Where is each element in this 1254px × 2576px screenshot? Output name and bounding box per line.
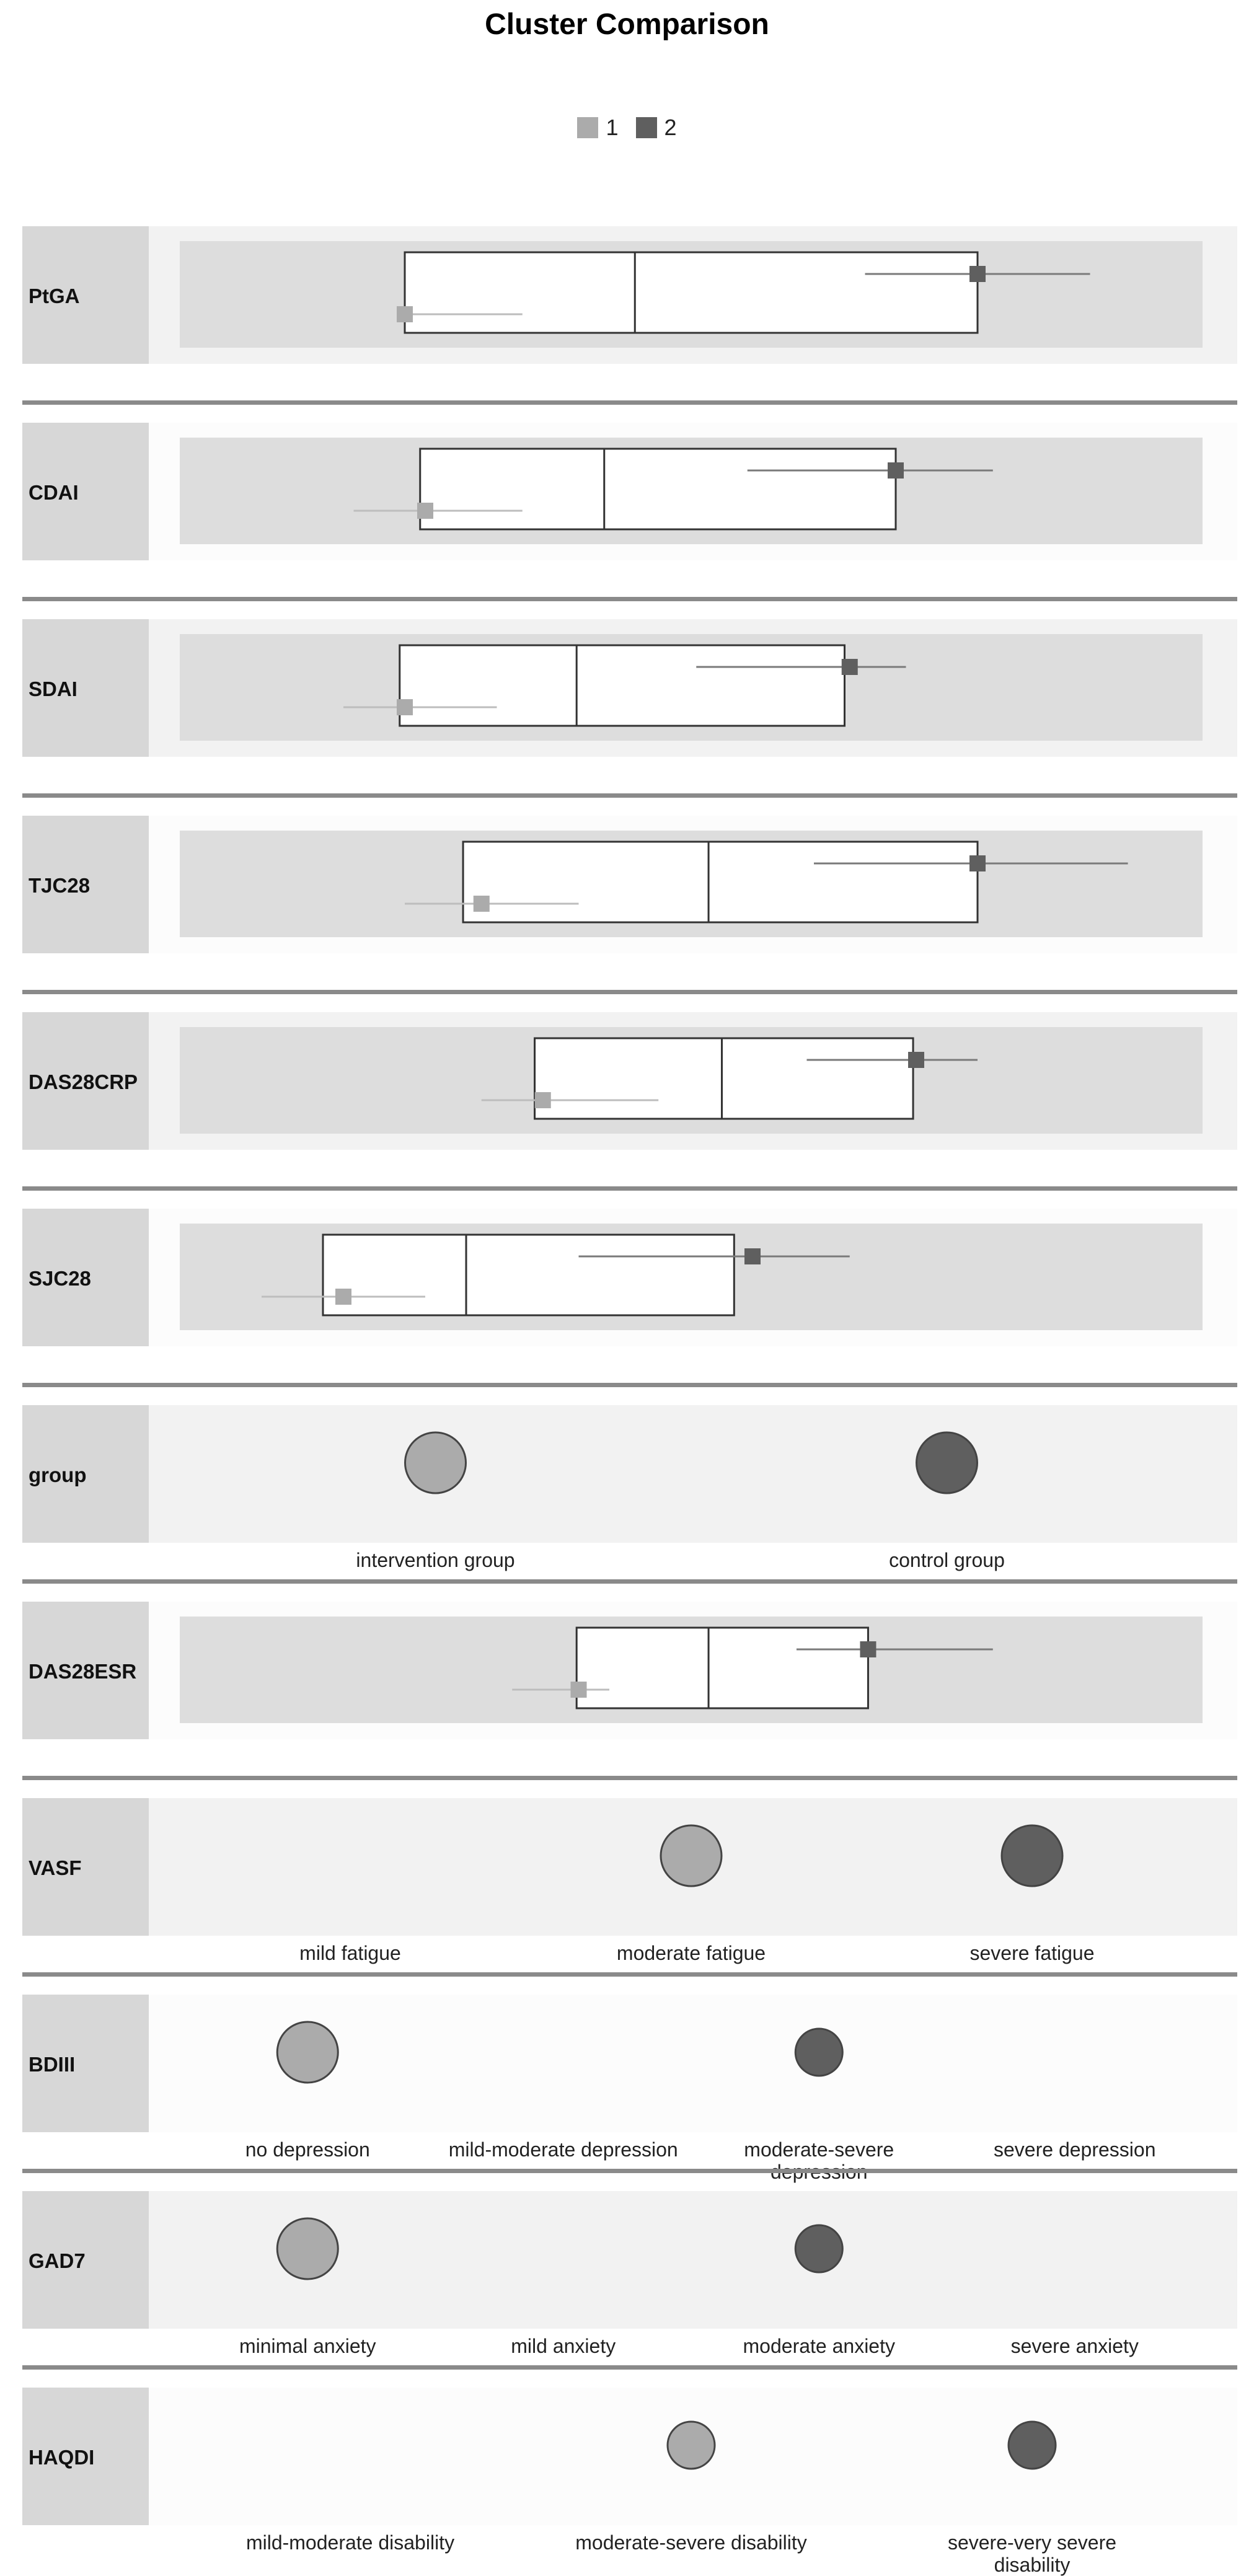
mean-marker-cluster-2: [969, 855, 986, 871]
cluster-1-dot-moderate-fatigue: [661, 1825, 722, 1886]
mean-marker-cluster-2: [888, 462, 904, 479]
box-ptga: [405, 252, 978, 333]
legend-label-1: 1: [606, 115, 619, 140]
cluster-2-dot-severe-very-severe-disability: [1009, 2422, 1056, 2469]
cluster-2-dot-moderate-anxiety: [795, 2225, 842, 2272]
mean-marker-cluster-1: [335, 1289, 351, 1305]
mean-marker-cluster-2: [842, 659, 858, 675]
panel-label-bdiii: BDIII: [29, 2053, 76, 2076]
category-label-no-depression: no depression: [245, 2138, 370, 2161]
box-das28crp: [535, 1038, 914, 1119]
mean-marker-cluster-1: [397, 699, 413, 715]
mean-marker-cluster-2: [908, 1052, 924, 1068]
box-tjc28: [463, 842, 978, 922]
category-label-severe-depression: severe depression: [994, 2138, 1156, 2161]
mean-marker-cluster-1: [535, 1092, 551, 1108]
category-label-intervention-group: intervention group: [356, 1549, 515, 1571]
category-label-minimal-anxiety: minimal anxiety: [239, 2335, 376, 2357]
panel-label-ptga: PtGA: [29, 285, 80, 307]
cluster-2-dot-control-group: [917, 1432, 978, 1493]
mean-marker-cluster-1: [571, 1682, 587, 1698]
panel-label-sdai: SDAI: [29, 677, 77, 700]
mean-marker-cluster-2: [860, 1641, 876, 1657]
category-label-moderate-severe-disability: moderate-severe disability: [575, 2531, 807, 2554]
mean-marker-cluster-2: [744, 1248, 761, 1264]
chart-title: Cluster Comparison: [485, 8, 769, 41]
panel-label-tjc28: TJC28: [29, 874, 91, 897]
panel-label-haqdi: HAQDI: [29, 2446, 95, 2469]
box-sdai: [400, 645, 845, 726]
category-label-severe-fatigue: severe fatigue: [969, 1942, 1095, 1964]
panel-label-gad7: GAD7: [29, 2249, 86, 2272]
panel-label-cdai: CDAI: [29, 481, 79, 504]
category-label-control-group: control group: [889, 1549, 1005, 1571]
category-label-mild-moderate-depression: mild-moderate depression: [448, 2138, 678, 2161]
panel-label-das28crp: DAS28CRP: [29, 1070, 138, 1093]
cluster-1-dot-moderate-severe-disability: [668, 2422, 715, 2469]
cluster-1-dot-minimal-anxiety: [277, 2218, 338, 2279]
cluster-2-dot-moderate-severe-depression: [795, 2029, 842, 2076]
category-label-mild-anxiety: mild anxiety: [511, 2335, 616, 2357]
cluster-1-dot-intervention-group: [405, 1432, 466, 1493]
panel-label-group: group: [29, 1463, 87, 1486]
category-label-severe-very-severe-disability: severe-very severe disability: [947, 2531, 1117, 2576]
mean-marker-cluster-1: [397, 306, 413, 322]
panel-label-sjc28: SJC28: [29, 1267, 91, 1290]
category-label-severe-anxiety: severe anxiety: [1010, 2335, 1139, 2357]
panel-label-vasf: VASF: [29, 1856, 82, 1879]
category-label-moderate-severe-depression: moderate-severe: [744, 2138, 894, 2161]
mean-marker-cluster-1: [474, 896, 490, 912]
category-label-moderate-fatigue: moderate fatigue: [616, 1942, 766, 1964]
mean-marker-cluster-1: [417, 503, 433, 519]
mean-marker-cluster-2: [969, 266, 986, 282]
box-sjc28: [323, 1235, 734, 1315]
legend-label-2: 2: [664, 115, 677, 140]
category-label-mild-moderate-disability: mild-moderate disability: [245, 2531, 455, 2554]
cluster-2-dot-severe-fatigue: [1002, 1825, 1062, 1886]
category-label-moderate-anxiety: moderate anxiety: [743, 2335, 895, 2357]
box-cdai: [420, 449, 896, 529]
box-das28esr: [576, 1628, 868, 1708]
category-label-mild-fatigue: mild fatigue: [299, 1942, 401, 1964]
cluster-1-dot-no-depression: [277, 2022, 338, 2083]
panel-label-das28esr: DAS28ESR: [29, 1660, 137, 1683]
